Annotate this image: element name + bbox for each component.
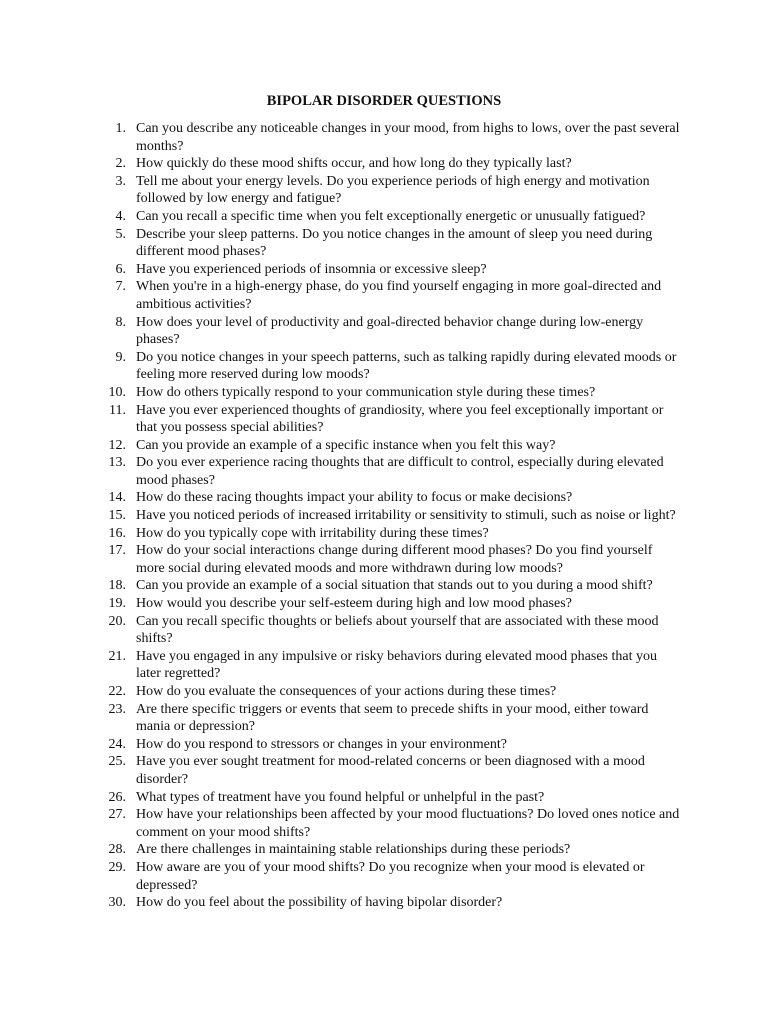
question-number: 18.: [108, 578, 126, 594]
question-item: [0, 753, 768, 788]
question-item: [0, 701, 768, 736]
question-item: [0, 402, 768, 437]
question-item: [0, 208, 768, 226]
question-item: [0, 806, 768, 841]
question-item: [0, 507, 768, 525]
question-number: 4.: [115, 208, 126, 224]
question-item: [0, 489, 768, 507]
question-item: [0, 173, 768, 208]
question-number: 27.: [108, 807, 126, 823]
question-number: 21.: [108, 648, 126, 664]
question-item: [0, 577, 768, 595]
question-text: How do these racing thoughts impact your ability to focus or make decisions?: [136, 490, 573, 506]
question-item: [0, 314, 768, 349]
question-item: [0, 226, 768, 261]
question-list: [0, 120, 768, 912]
document-title: BIPOLAR DISORDER QUESTIONS: [266, 93, 502, 109]
question-item: [0, 437, 768, 455]
question-number: 14.: [108, 490, 126, 506]
question-text: Have you engaged in any impulsive or risky behaviors during elevated mood phases that you later regretted?: [136, 648, 657, 682]
question-text: Have you experienced periods of insomnia or excessive sleep?: [136, 261, 487, 277]
question-item: [0, 683, 768, 701]
question-text: Can you recall a specific time when you felt exceptionally energetic or unusually fatigued?: [136, 208, 646, 224]
question-item: [0, 155, 768, 173]
question-text: Have you ever experienced thoughts of grandiosity, where you feel exceptionally important or that you possess special abilities?: [136, 402, 664, 436]
question-number: 19.: [108, 596, 126, 612]
question-number: 17.: [108, 543, 126, 559]
question-number: 24.: [108, 736, 126, 752]
question-item: [0, 894, 768, 912]
question-item: [0, 454, 768, 489]
question-number: 29.: [108, 859, 126, 875]
question-text: Do you notice changes in your speech patterns, such as talking rapidly during elevated moods or feeling more reserved during low moods?: [136, 349, 677, 383]
question-item: [0, 595, 768, 613]
question-item: [0, 736, 768, 754]
question-item: [0, 648, 768, 683]
question-number: 7.: [115, 279, 126, 295]
question-item: [0, 841, 768, 859]
question-number: 22.: [108, 684, 126, 699]
question-text: Have you noticed periods of increased irritability or sensitivity to stimuli, such as noise or light?: [136, 508, 676, 524]
question-text: Describe your sleep patterns. Do you notice changes in the amount of sleep you need during different mood phases?: [136, 226, 653, 260]
question-number: 8.: [115, 314, 126, 330]
question-item: [0, 613, 768, 648]
question-number: 6.: [115, 261, 126, 277]
question-text: Can you describe any noticeable changes in your mood, from highs to lows, over the past several months?: [136, 121, 680, 154]
question-text: Are there challenges in maintaining stable relationships during these periods?: [136, 842, 571, 858]
question-item: [0, 120, 768, 155]
question-item: [0, 278, 768, 313]
question-text: Can you provide an example of a specific instance when you felt this way?: [136, 437, 556, 453]
question-number: 23.: [108, 701, 126, 717]
question-number: 13.: [108, 455, 126, 471]
question-number: 2.: [115, 156, 126, 172]
question-item: [0, 859, 768, 894]
question-item: [0, 542, 768, 577]
question-number: 15.: [108, 508, 126, 524]
question-text: How do you evaluate the consequences of your actions during these times?: [136, 684, 557, 699]
question-item: [0, 789, 768, 807]
question-text: What types of treatment have you found helpful or unhelpful in the past?: [136, 789, 545, 805]
question-text: How does your level of productivity and goal-directed behavior change during low-energy phases?: [136, 314, 644, 348]
question-number: 3.: [115, 173, 126, 189]
question-item: [0, 525, 768, 543]
question-number: 9.: [115, 349, 126, 365]
question-text: How do your social interactions change during different mood phases? Do you find yourself more social during elevated moods and more withdrawn during low moods?: [136, 543, 653, 576]
question-item: [0, 261, 768, 279]
question-text: Can you provide an example of a social situation that stands out to you during a mood shift?: [136, 578, 653, 594]
question-item: [0, 349, 768, 384]
question-number: 1.: [115, 121, 126, 136]
question-number: 10.: [108, 384, 126, 400]
question-number: 25.: [108, 754, 126, 770]
question-number: 12.: [108, 437, 126, 453]
question-number: 30.: [108, 895, 126, 911]
question-number: 20.: [108, 613, 126, 629]
question-number: 28.: [108, 842, 126, 858]
question-text: Are there specific triggers or events that seem to precede shifts in your mood, either toward mania or depression?: [136, 701, 649, 735]
question-text: How do you feel about the possibility of having bipolar disorder?: [136, 895, 503, 911]
question-text: How do you respond to stressors or changes in your environment?: [136, 736, 507, 752]
question-text: Can you recall specific thoughts or beliefs about yourself that are associated with these mood shifts?: [136, 613, 659, 647]
question-text: Have you ever sought treatment for mood-related concerns or been diagnosed with a mood disorder?: [136, 754, 645, 787]
question-text: How aware are you of your mood shifts? Do you recognize when your mood is elevated or depressed?: [136, 859, 645, 893]
question-number: 11.: [109, 402, 126, 418]
question-text: Tell me about your energy levels. Do you experience periods of high energy and motivation followed by low energy and fatigue?: [136, 173, 650, 207]
question-text: When you're in a high-energy phase, do you find yourself engaging in more goal-directed and ambitious activities?: [136, 279, 662, 312]
question-text: How would you describe your self-esteem during high and low mood phases?: [136, 596, 572, 612]
question-text: How do others typically respond to your communication style during these times?: [136, 384, 596, 400]
question-text: Do you ever experience racing thoughts that are difficult to control, especially during elevated mood phases?: [136, 455, 664, 488]
question-item: [0, 384, 768, 402]
question-text: How do you typically cope with irritability during these times?: [136, 525, 489, 541]
question-number: 5.: [115, 226, 126, 242]
question-text: How quickly do these mood shifts occur, and how long do they typically last?: [136, 156, 572, 172]
question-text: How have your relationships been affected by your mood fluctuations? Do loved ones notice and comment on your mood shifts?: [136, 807, 680, 840]
question-number: 26.: [108, 789, 126, 805]
question-number: 16.: [108, 525, 126, 541]
